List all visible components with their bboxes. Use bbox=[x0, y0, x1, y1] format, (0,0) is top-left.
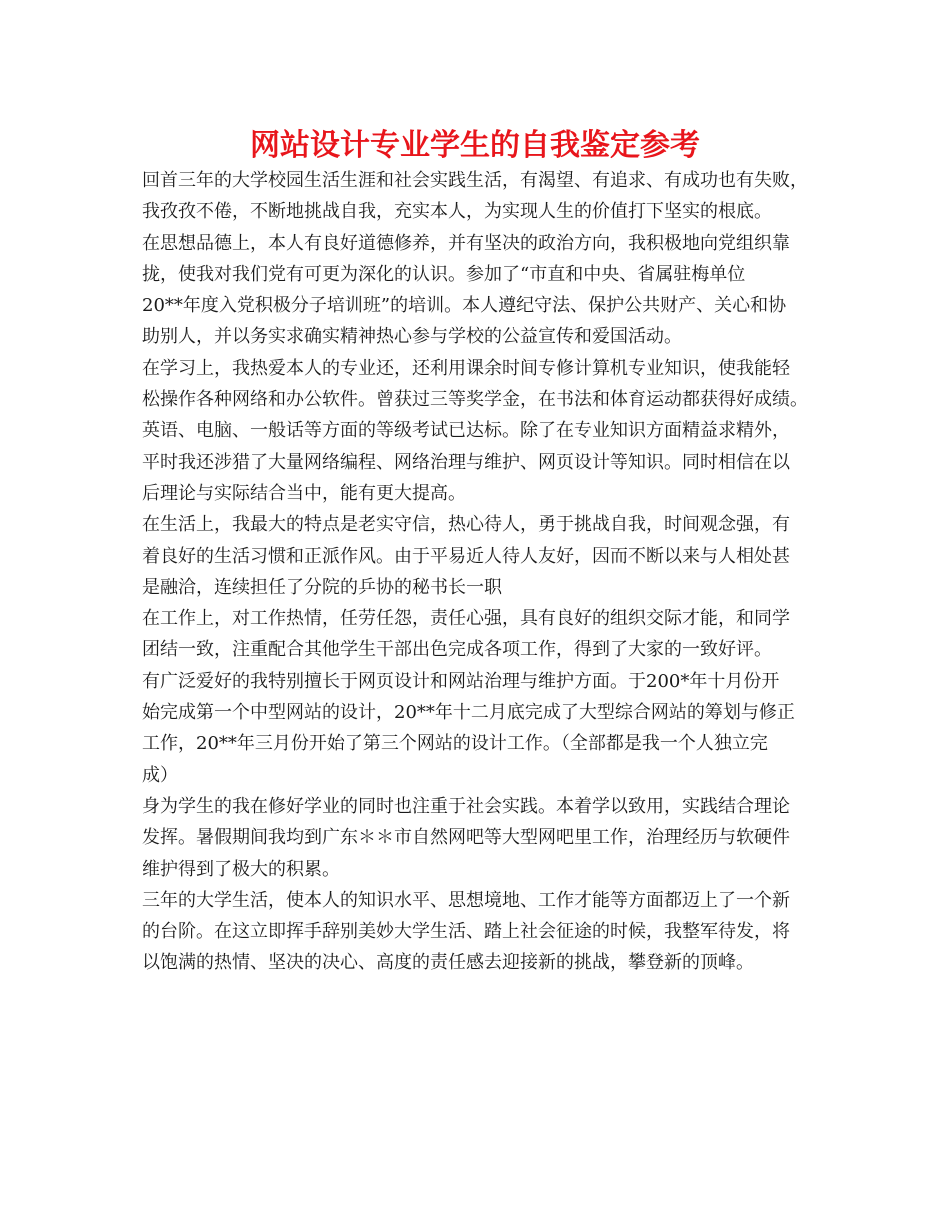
body-line: 助别人，并以务实求确实精神热心参与学校的公益宣传和爱国活动。 bbox=[142, 326, 682, 348]
body-line: 工作，20**年三月份开始了第三个网站的设计工作。（全部都是我一个人独立完 bbox=[142, 733, 768, 755]
document-title: 网站设计专业学生的自我鉴定参考 bbox=[250, 128, 700, 163]
body-line: 是融洽，连续担任了分院的乒协的秘书长一职 bbox=[142, 576, 502, 598]
body-line: 在思想品德上，本人有良好道德修养，并有坚决的政治方向，我积极地向党组织靠 bbox=[142, 232, 790, 254]
body-line: 平时我还涉猎了大量网络编程、网络治理与维护、网页设计等知识。同时相信在以 bbox=[142, 451, 790, 473]
body-line: 拢，使我对我们党有可更为深化的认识。参加了“市直和中央、省属驻梅单位 bbox=[142, 263, 746, 285]
body-line: 三年的大学生活，使本人的知识水平、思想境地、工作才能等方面都迈上了一个新 bbox=[142, 889, 790, 911]
body-line: 在学习上，我热爱本人的专业还，还利用课余时间专修计算机专业知识，使我能轻 bbox=[142, 357, 790, 379]
body-line: 在工作上，对工作热情，任劳任怨，责任心强，具有良好的组织交际才能，和同学 bbox=[142, 608, 790, 630]
body-line: 的台阶。在这立即挥手辞别美妙大学生活、踏上社会征途的时候，我整军待发，将 bbox=[142, 921, 790, 943]
body-line: 发挥。暑假期间我均到广东＊＊市自然网吧等大型网吧里工作，治理经历与软硬件 bbox=[142, 827, 790, 849]
body-line: 始完成第一个中型网站的设计，20**年十二月底完成了大型综合网站的筹划与修正 bbox=[142, 702, 795, 724]
document-body bbox=[142, 165, 832, 979]
body-line: 后理论与实际结合当中，能有更大提高。 bbox=[142, 482, 466, 504]
body-line: 着良好的生活习惯和正派作风。由于平易近人待人友好，因而不断以来与人相处甚 bbox=[142, 545, 790, 567]
body-line: 松操作各种网络和办公软件。曾获过三等奖学金，在书法和体育运动都获得好成绩。 bbox=[142, 389, 808, 411]
body-line: 成） bbox=[142, 764, 178, 786]
body-line: 回首三年的大学校园生活生涯和社会实践生活，有渴望、有追求、有成功也有失败， bbox=[142, 170, 808, 191]
body-line: 英语、电脑、一般话等方面的等级考试已达标。除了在专业知识方面精益求精外， bbox=[142, 420, 790, 442]
body-line: 以饱满的热情、坚决的决心、高度的责任感去迎接新的挑战，攀登新的顶峰。 bbox=[142, 952, 754, 974]
body-line: 在生活上，我最大的特点是老实守信，热心待人，勇于挑战自我，时间观念强，有 bbox=[142, 514, 790, 536]
body-line: 我孜孜不倦，不断地挑战自我，充实本人，为实现人生的价值打下坚实的根底。 bbox=[142, 201, 772, 223]
body-line: 身为学生的我在修好学业的同时也注重于社会实践。本着学以致用，实践结合理论 bbox=[142, 795, 790, 817]
body-line: 20**年度入党积极分子培训班”的培训。本人遵纪守法、保护公共财产、关心和协 bbox=[142, 295, 787, 317]
body-line: 团结一致，注重配合其他学生干部出色完成各项工作，得到了大家的一致好评。 bbox=[142, 639, 772, 661]
body-line: 维护得到了极大的积累。 bbox=[142, 858, 340, 880]
body-line: 有广泛爱好的我特别擅长于网页设计和网站治理与维护方面。于200*年十月份开 bbox=[142, 670, 780, 692]
